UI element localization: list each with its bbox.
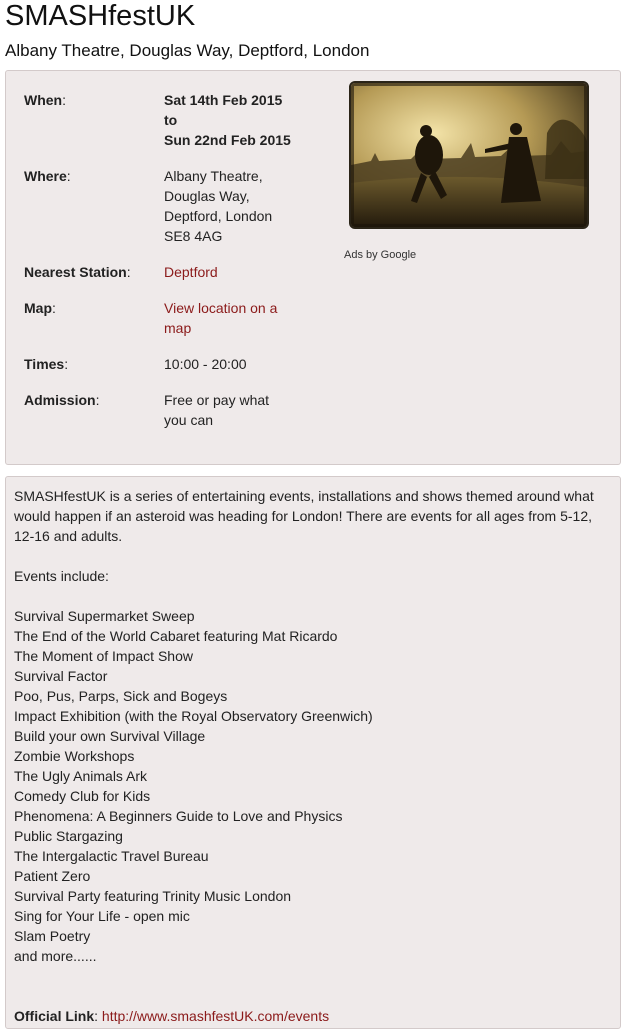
nearest-station-link[interactable]: Deptford bbox=[164, 264, 218, 280]
list-item: Phenomena: A Beginners Guide to Love and Physics bbox=[14, 808, 343, 824]
list-item: Impact Exhibition (with the Royal Observatory Greenwich) bbox=[14, 708, 373, 724]
list-item: Public Stargazing bbox=[14, 828, 123, 844]
list-item: Survival Party featuring Trinity Music London bbox=[14, 888, 292, 904]
event-details-panel bbox=[5, 70, 621, 465]
venue-subtitle: Albany Theatre, Douglas Way, Deptford, London bbox=[5, 41, 370, 60]
list-item: and more...... bbox=[14, 948, 97, 964]
event-photo[interactable] bbox=[349, 81, 589, 229]
list-item: The Intergalactic Travel Bureau bbox=[14, 848, 209, 864]
when-label: When: bbox=[24, 92, 66, 108]
where-value: Albany Theatre, Douglas Way, Deptford, London SE8 4AG bbox=[164, 168, 273, 244]
events-list bbox=[14, 606, 373, 966]
official-link-label: Official Link bbox=[14, 1008, 95, 1024]
ads-by-google-label[interactable]: Ads by Google bbox=[344, 249, 417, 261]
station-value-wrap bbox=[164, 262, 304, 282]
map-value-wrap bbox=[164, 298, 304, 338]
list-item: The End of the World Cabaret featuring Mat Ricardo bbox=[14, 628, 338, 644]
page-title: SMASHfestUK bbox=[5, 0, 196, 32]
view-map-link[interactable]: View location on a map bbox=[164, 300, 278, 336]
official-link-row: Official Link: http://www.smashfestUK.com/events bbox=[14, 1008, 330, 1024]
where-label: Where: bbox=[24, 168, 71, 184]
official-link[interactable]: http://www.smashfestUK.com/events bbox=[101, 1008, 330, 1024]
admission-value: Free or pay what you can bbox=[164, 392, 270, 428]
list-item: The Moment of Impact Show bbox=[14, 648, 193, 664]
list-item: Survival Factor bbox=[14, 668, 108, 684]
list-item: Build your own Survival Village bbox=[14, 728, 206, 744]
list-item: Slam Poetry bbox=[14, 928, 91, 944]
list-item: Survival Supermarket Sweep bbox=[14, 608, 195, 624]
list-item: Zombie Workshops bbox=[14, 748, 135, 764]
list-item: Patient Zero bbox=[14, 868, 91, 884]
station-label: Nearest Station: bbox=[24, 264, 131, 280]
admission-label: Admission: bbox=[24, 392, 100, 408]
description-panel bbox=[5, 476, 621, 1029]
event-photo-image bbox=[351, 83, 587, 227]
events-heading: Events include: bbox=[14, 568, 109, 584]
description-intro: SMASHfestUK is a series of entertaining events, installations and shows themed around what would happen if an asteroid was heading for London! There are events for all ages from 5-12, 12-16 and adults. Events include: bbox=[14, 486, 610, 586]
times-label: Times: bbox=[24, 356, 69, 372]
times-value: 10:00 - 20:00 bbox=[164, 356, 247, 372]
list-item: Poo, Pus, Parps, Sick and Bogeys bbox=[14, 688, 228, 704]
list-item: The Ugly Animals Ark bbox=[14, 768, 148, 784]
when-value: Sat 14th Feb 2015 to Sun 22nd Feb 2015 bbox=[164, 92, 291, 148]
list-item: Sing for Your Life - open mic bbox=[14, 908, 190, 924]
map-label: Map: bbox=[24, 300, 56, 316]
list-item: Comedy Club for Kids bbox=[14, 788, 151, 804]
